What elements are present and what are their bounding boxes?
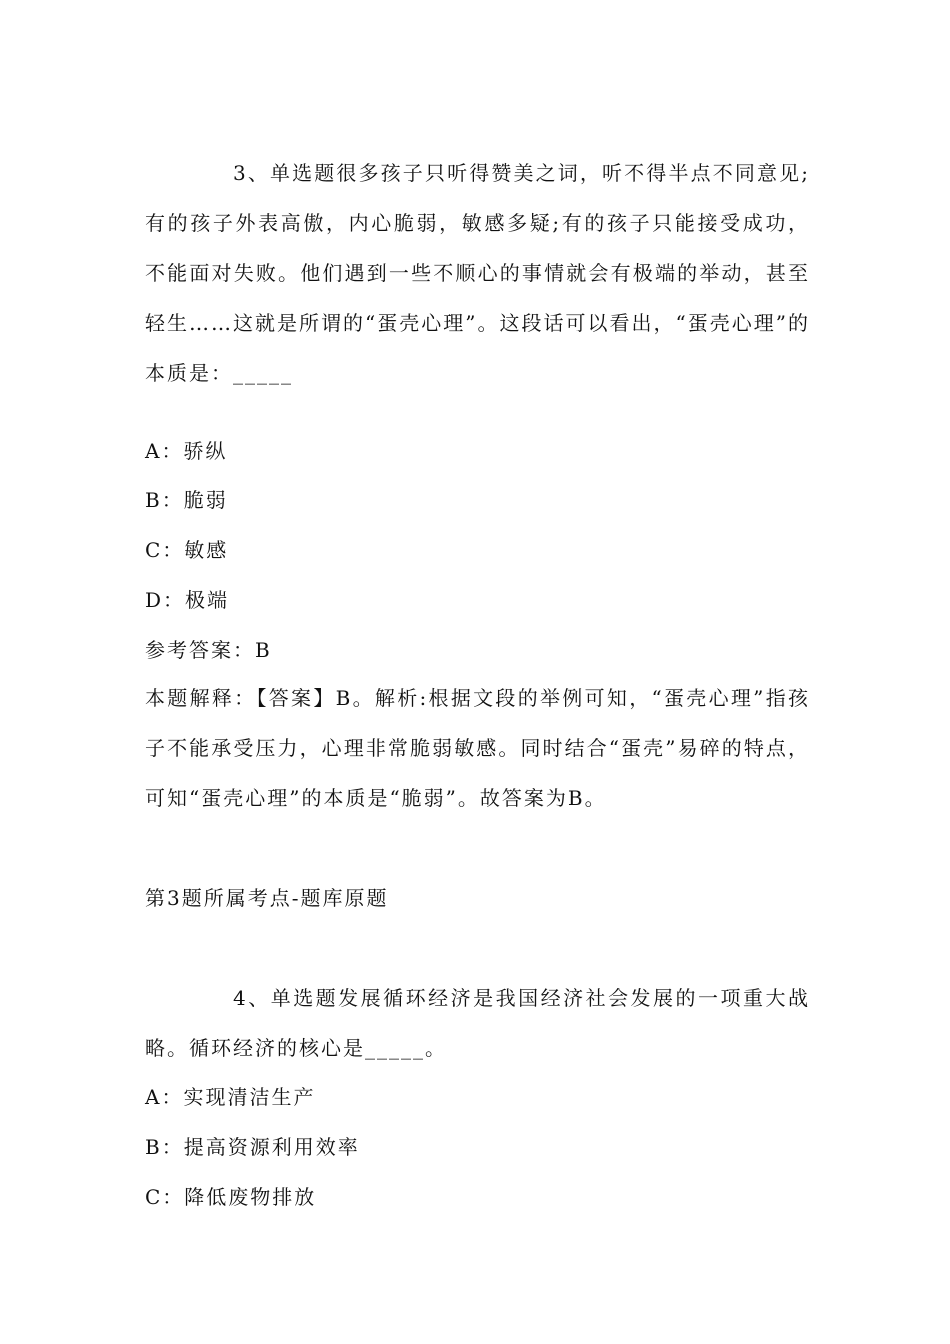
question-4-option-b: B：提高资源利用效率 — [145, 1135, 360, 1159]
question-3-option-c: C：敏感 — [145, 538, 229, 562]
question-3-stem: 3、单选题很多孩子只听得赞美之词，听不得半点不同意见;有的孩子外表高傲，内心脆弱，敏感多疑;有的孩子只能接受成功，不能面对失败。他们遇到一些不顺心的事情就会有极端的举动，甚至轻生……这就是所谓的“蛋壳心理”。这段话可以看出，“蛋壳心理”的本质是：_____ — [145, 161, 810, 385]
question-3-option-a: A：骄纵 — [145, 439, 228, 463]
question-4-stem: 4、单选题发展循环经济是我国经济社会发展的一项重大战略。循环经济的核心是_____。 — [145, 986, 810, 1060]
question-3-answer: 参考答案：B — [145, 638, 272, 662]
question-3-explanation: 本题解释：【答案】B。解析:根据文段的举例可知，“蛋壳心理”指孩子不能承受压力，心理非常脆弱敏感。同时结合“蛋壳”易碎的特点，可知“蛋壳心理”的本质是“脆弱”。故答案为B。 — [145, 686, 810, 810]
question-3-option-b: B：脆弱 — [145, 488, 228, 512]
question-3-option-d: D：极端 — [145, 588, 230, 612]
question-4-option-c: C：降低废物排放 — [145, 1185, 317, 1209]
question-4-option-a: A：实现清洁生产 — [145, 1085, 316, 1109]
question-3-topic: 第3题所属考点-题库原题 — [145, 886, 389, 910]
